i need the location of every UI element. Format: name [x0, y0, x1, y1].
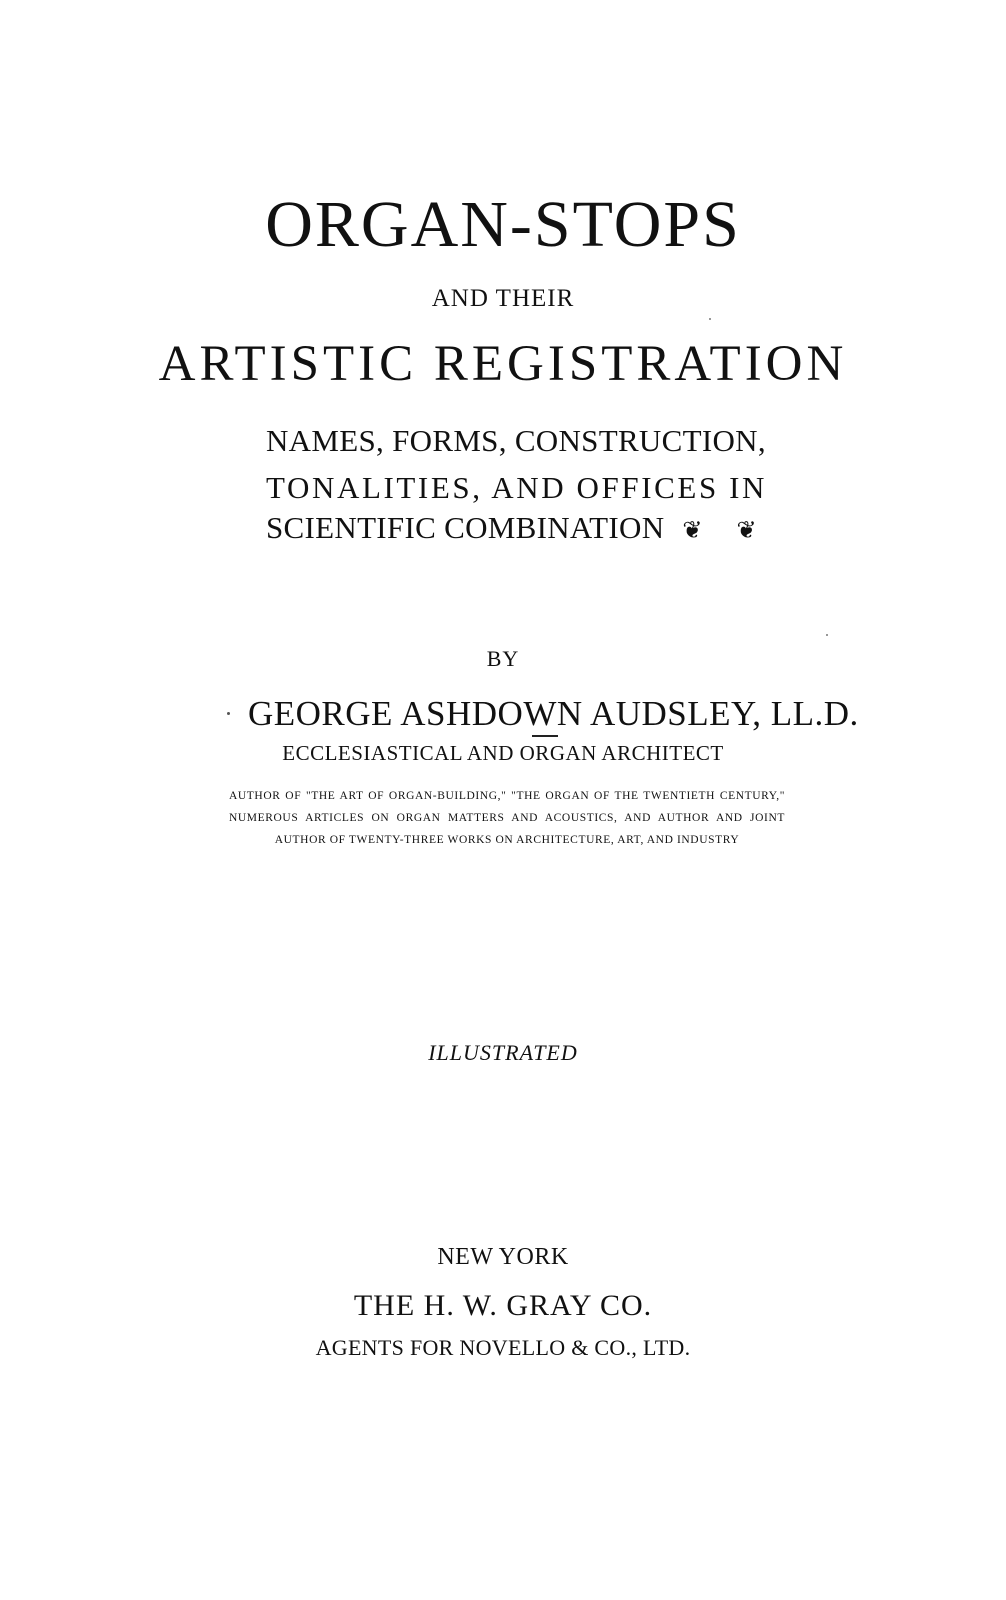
subtitle-connector: AND THEIR: [431, 285, 575, 312]
description-line-2: TONALITIES, AND OFFICES IN: [266, 470, 768, 505]
imprint-city: NEW YORK: [437, 1244, 569, 1270]
author-name: GEORGE ASHDOWN AUDSLEY, LL.D.: [248, 694, 859, 733]
ink-speck: [709, 318, 711, 320]
ink-speck: [826, 634, 828, 636]
author-role: ECCLESIASTICAL AND ORGAN ARCHITECT: [282, 741, 724, 765]
description-line-3-text: SCIENTIFIC COMBINATION: [266, 510, 665, 545]
author-bio: AUTHOR OF "THE ART OF ORGAN-BUILDING," "THE ORGAN OF THE TWENTIETH CENTURY," NUMEROUS ARTICLES ON ORGAN MATTERS AND ACOUSTICS, AND AUTHOR AND JOINT AUTHOR OF TWENTY-THREE WORKS ON ARCHITECTURE, ART, AND INDUSTRY: [229, 790, 785, 846]
description-line-1: NAMES, FORMS, CONSTRUCTION,: [266, 423, 766, 458]
fleuron-ornament-icon: ❦ ❦: [682, 518, 771, 544]
author-underline: [532, 735, 558, 737]
ink-speck: [227, 712, 230, 715]
by-line: BY: [486, 646, 520, 671]
book-title: ORGAN-STOPS: [265, 188, 741, 261]
book-subtitle: ARTISTIC REGISTRATION: [158, 336, 848, 392]
imprint-agents: AGENTS FOR NOVELLO & CO., LTD.: [315, 1335, 691, 1360]
illustrated-note: ILLUSTRATED: [428, 1040, 578, 1065]
imprint-publisher: THE H. W. GRAY CO.: [353, 1289, 653, 1322]
description-line-3: [266, 509, 771, 550]
